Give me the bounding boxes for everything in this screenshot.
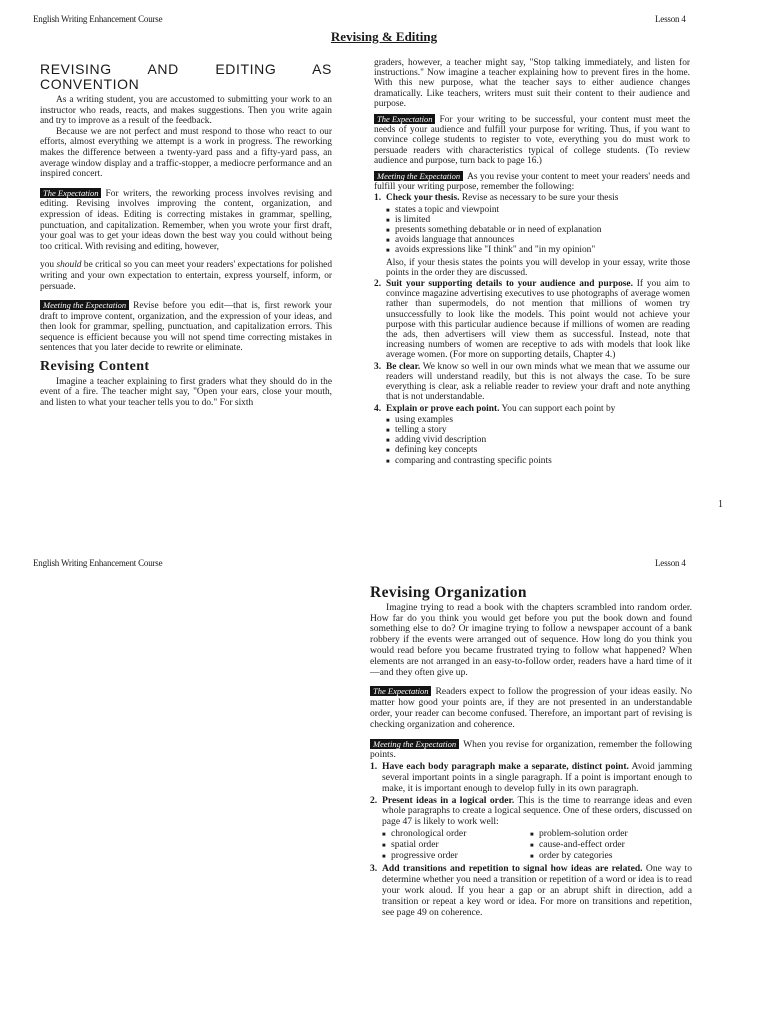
subsection-title: Revising Content (40, 359, 150, 375)
list-item: 3. Be clear. We know so well in our own minds what we mean that we assume our readers will understand readily, but this is not always the case. To be sure everything is clear, ask a reliable reader to review your draft and note anything that is not understandable. (374, 361, 691, 403)
course-header: English Writing Enhancement Course (33, 14, 163, 24)
list-item: 1. Check your thesis. Revise as necessary to be sure your thesis ■ states a topic and viewpoint ■ is limited ■ presents something debatable or in need of explanation ■ avoids language that announces ■ avoids expressions like "I think" and "in my opinion" Also, if your thesis states the points you will develop in your essay, write those points in the order they are discussed. (374, 193, 690, 278)
course-header: English Writing Enhancement Course (33, 558, 163, 568)
order-item: ■ order by categories (530, 851, 700, 862)
orders-left-list (382, 829, 530, 861)
page-number: 1 (718, 499, 723, 510)
bullet-item: ■ comparing and contrasting specific points (386, 456, 690, 466)
document-page-2 (0, 548, 768, 1024)
meeting-tag: Meeting the Expectation (370, 739, 459, 749)
list-item: 4. Explain or prove each point. You can support each point by ■ using examples ■ telling a story ■ adding vivid description ■ defining key concepts ■ comparing and contrasting specific points (374, 404, 690, 466)
expectation-text: For writers, the reworking process involves revising and editing. Revising involves improving the content, organization, and expression of ideas. Editing is correcting mistakes in grammar, spelling, punctuation, and capitalization. Remember, when you wrote your first draft, your goal was to get your ideas down the best way you could without being too critical. With revising and editing, however, (40, 188, 332, 252)
running-title: Revising & Editing (330, 29, 438, 44)
expectation-paragraph (40, 188, 332, 253)
meeting-tag: Meeting the Expectation (374, 171, 463, 181)
paragraph: Because we are not perfect and must respond to those who react to our efforts, almost everything we attempt is a work in progress. The reworking makes the difference between a twenty-yard pass and a fifty-yard pass, an average window display and a traffic-stopper, a mediocre performance and an inspired concert. (40, 126, 332, 180)
order-item: ■ cause-and-effect order (530, 840, 700, 851)
expectation-tag: The Expectation (40, 188, 101, 198)
meeting-text: When you revise for organization, remember the following points. (370, 738, 692, 761)
order-item: ■ chronological order (382, 829, 530, 840)
revision-checklist (374, 193, 690, 465)
paragraph: Imagine trying to read a book with the chapters scrambled into random order. How far do you think you would get before you put the book down and found something else to do? Or imagine trying to follow a newspaper account of a bank robbery if the events were arranged out of sequence. How long do you think you would read before you became frustrated trying to follow what happened? When elements are not arranged in an easy-to-follow order, readers have a hard time of it—and they often give up. (370, 601, 692, 678)
list-item: 2. Suit your supporting details to your audience and purpose. If you aim to convince magazine advertising executives to use photographs of average women rather than supermodels, do not mention that millions of women try unsuccessfully to look like the models. This point would not achieve your purpose with this particular audience because if millions of women are reading the ads, then advertisers will view them as successful. Instead, note that increasing numbers of women are receptive to ads with models that look like average women. (For more on supporting details, Chapter 4.) (374, 279, 690, 361)
bullet-item: ■ is limited (386, 215, 690, 225)
meeting-text: Revise before you edit—that is, first rework your draft to improve content, organization, and the expression of your ideas, and then look for grammar, spelling, punctuation, and capitalization errors. This sequence is efficient because you will not spend time correcting mistakes in sentences that you later decide to rewrite or eliminate. (40, 301, 332, 354)
list-item: 2. Present ideas in a logical order. This is the time to rearrange ideas and even whole paragraphs to create a logical sequence. One of these orders, discussed on page 47 is likely to work well: ■ chronological order ■ spatial order ■ progressive order ■ problem-solution order ■ cause-and-effect order ■ order by categories (370, 796, 692, 864)
bullet-item: ■ presents something debatable or in need of explanation (386, 225, 690, 235)
bullet-item: ■ avoids language that announces (386, 235, 690, 245)
meeting-paragraph (40, 300, 332, 354)
bullet-list (386, 415, 690, 466)
section-title: REVISING AND EDITING AS CONVENTION (40, 61, 332, 92)
expectation-paragraph (370, 686, 692, 730)
meeting-paragraph (370, 739, 692, 762)
expectation-text: Readers expect to follow the progression of your ideas easily. No matter how good your points are, if they are not presented in an understandable order, your reader can become confused. Therefore, an important part of revising is checking organization and coherence. (370, 686, 692, 730)
paragraph: you should be critical so you can meet your readers' expectations for polished writing and your own expectation to entertain, express yourself, inform, or persuade. (40, 260, 333, 292)
right-column (374, 58, 690, 468)
expectation-text: For your writing to be successful, your content must meet the needs of your audience and fulfill your purpose for writing. Thus, if you want to convince college students to register to vote, everything you do must work to persuade readers with characteristics typical of college students. (To review audience and purpose, turn back to page 16.) (374, 115, 690, 166)
orders-right-list (530, 829, 700, 861)
order-item: ■ spatial order (382, 840, 530, 851)
paragraph: Imagine a teacher explaining to first graders what they should do in the event of a fire. The teacher might say, "Open your ears, close your mouth, and listen to what your teacher tells you to do." For sixth (40, 376, 332, 408)
bullet-list (386, 205, 690, 256)
paragraph: Also, if your thesis states the points you will develop in your essay, write those points in the order they are discussed. (386, 257, 690, 278)
bullet-item: ■ states a topic and viewpoint (386, 205, 690, 215)
left-column (40, 62, 332, 408)
meeting-paragraph (374, 171, 690, 192)
orders-grid (382, 828, 692, 863)
expectation-paragraph (374, 114, 690, 166)
list-item: 1. Have each body paragraph make a separate, distinct point. Avoid jamming several important points in a single paragraph. If a point is important enough to make, it is important enough to develop fully in its own paragraph. (370, 761, 692, 794)
org-column (370, 584, 692, 919)
meeting-text: As you revise your content to meet your readers' needs and fulfill your writing purpose, remember the following: (374, 172, 690, 193)
lesson-header: Lesson 4 (655, 558, 686, 568)
section-title: Revising Organization (370, 584, 527, 601)
bullet-item: ■ telling a story (386, 425, 690, 435)
list-item: 3. Add transitions and repetition to signal how ideas are related. One way to determine whether you need a transition or repetition of a word or idea is to read your work aloud. If you hear a gap or an abrupt shift in direction, add a transition or repeat a key word or idea. For more on transitions and repetition, see page 49 on coherence. (370, 863, 692, 918)
paragraph: As a writing student, you are accustomed to submitting your work to an instructor who reads, reacts, and makes suggestions. Then you write again and try to improve as a result of the feedback. (40, 95, 332, 127)
order-item: ■ progressive order (382, 851, 530, 862)
meeting-tag: Meeting the Expectation (40, 300, 129, 310)
order-item: ■ problem-solution order (530, 829, 700, 840)
expectation-tag: The Expectation (374, 114, 435, 124)
bullet-item: ■ defining key concepts (386, 445, 690, 455)
organization-checklist (370, 762, 692, 918)
bullet-item: ■ using examples (386, 415, 690, 425)
bullet-item: ■ avoids expressions like "I think" and "in my opinion" (386, 245, 690, 255)
bullet-item: ■ adding vivid description (386, 435, 690, 445)
expectation-tag: The Expectation (370, 686, 431, 696)
paragraph: graders, however, a teacher might say, "Stop talking immediately, and listen for instructions." Now imagine a teacher explaining how to prevent fires in the home. With this new purpose, what the teacher says to either audience changes dramatically. Like teachers, writers must suit their content to their audience and purpose. (374, 58, 690, 109)
lesson-header: Lesson 4 (655, 14, 686, 24)
